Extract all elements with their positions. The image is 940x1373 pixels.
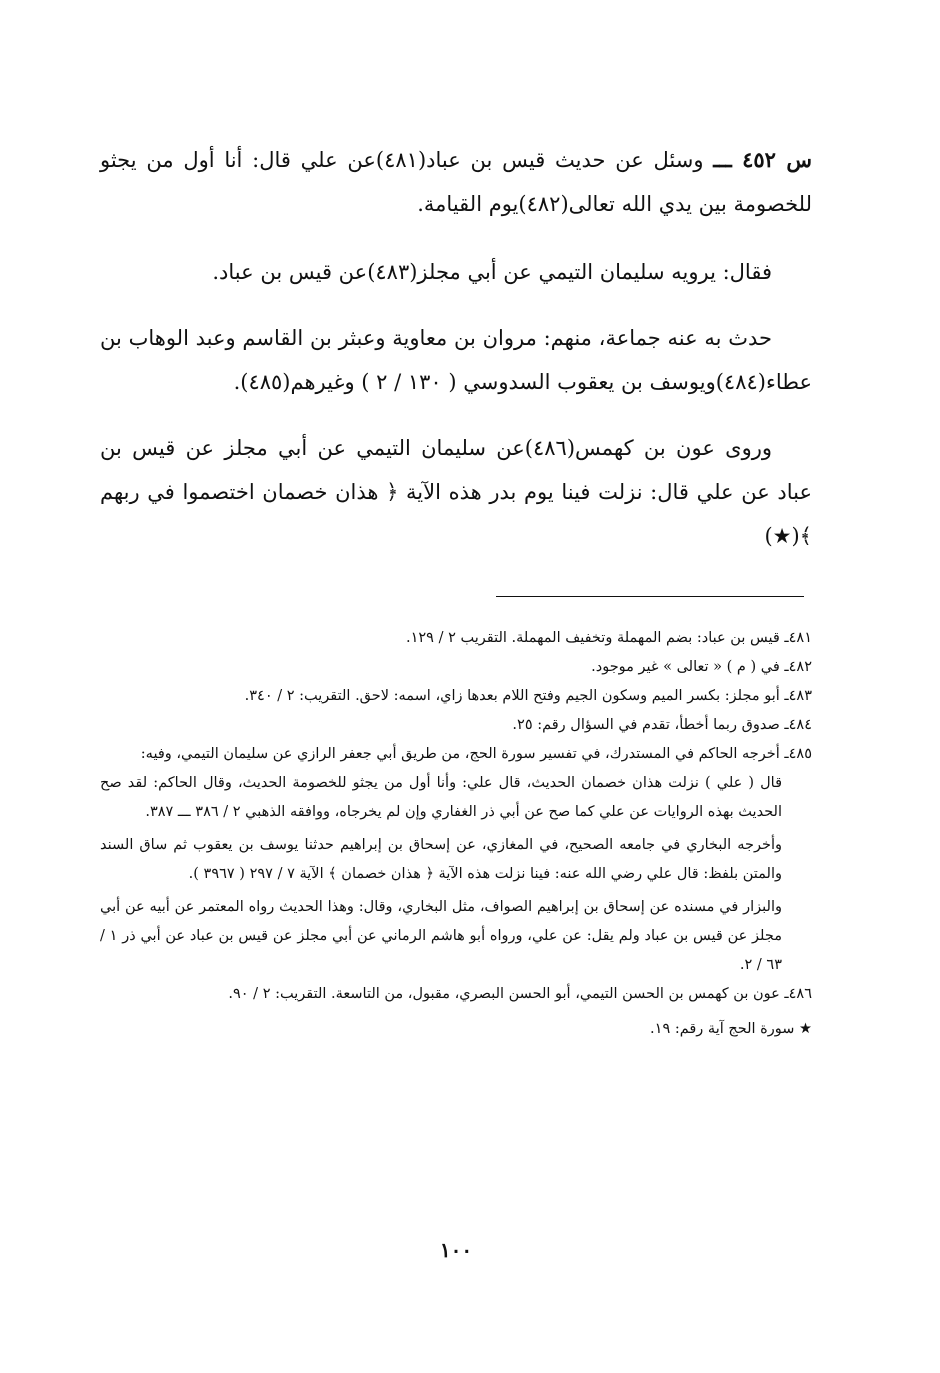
narrators-paragraph: حدث به عنه جماعة، منهم: مروان بن معاوية وعبثر بن القاسم وعبد الوهاب بن عطاء(٤٨٤)ويوسف بن يعقوب السدوسي ( ١٣٠ / ٢ ) وغيرهم(٤٨٥). — [100, 326, 812, 394]
question-number: س ٤٥٢ ـــ — [713, 147, 812, 172]
footnote-481: ٤٨١ـ قيس بن عباد: بضم المهملة وتخفيف المهملة. التقريب ٢ / ١٢٩. — [405, 630, 812, 646]
footnote-485-bazzar: والبزار في مسنده عن إسحاق بن إبراهيم الصواف، مثل البخاري، وقال: وهذا الحديث رواه المعتمر عن أبيه عن أبي مجلز عن قيس بن عباد ولم يقل: عن علي، ورواه أبو هاشم الرماني عن أبي مجلز عن قيس بن عباد عن أبي ذر ١ / ٦٣ / ٢. — [100, 899, 782, 973]
document-page — [100, 138, 812, 1338]
star-footnote: ★ سورة الحج آية رقم: ١٩. — [650, 1021, 812, 1037]
footnote-484: ٤٨٤ـ صدوق ربما أخطأ، تقدم في السؤال رقم: ٢٥. — [512, 717, 812, 733]
footnote-485-hakim: قال ( علي ) نزلت هذان خصمان الحديث، قال علي: وأنا أول من يجثو للخصومة الحديث، وقال الحاكم: لقد صح الحديث بهذه الروايات عن علي كما صح عن أبي ذر الغفاري وإن لم يخرجاه، ووافقه الذهبي ٢ / ٣٨٦ ـــ ٣٨٧. — [100, 775, 782, 820]
footnote-485-bukhari: وأخرجه البخاري في جامعه الصحيح، في المغازي، عن إسحاق بن إبراهيم حدثنا يوسف بن يعقوب ثم ساق السند والمتن بلفظ: قال علي رضي الله عنه: فينا نزلت هذه الآية ﴿ هذان خصمان ﴾ الآية ٧ / ٢٩٧ ( ٣٩٦٧ ). — [100, 837, 782, 882]
footnote-485: ٤٨٥ـ أخرجه الحاكم في المستدرك، في تفسير سورة الحج، من طريق أبي جعفر الرازي عن سليمان التيمي، وفيه: — [140, 746, 812, 762]
footnote-divider — [496, 596, 804, 597]
narration-paragraph: وروى عون بن كهمس(٤٨٦)عن سليمان التيمي عن أبي مجلز عن قيس بن عباد عن علي قال: نزلت فينا يوم بدر هذه الآية ﴿ هذان خصمان اختصموا في ربهم ﴾(★) — [100, 436, 812, 548]
question-paragraph — [100, 138, 812, 226]
main-text — [100, 138, 812, 558]
footnote-483: ٤٨٣ـ أبو مجلز: بكسر الميم وسكون الجيم وفتح اللام بعدها زاي، اسمه: لاحق. التقريب: ٢ / ٣٤٠. — [244, 688, 812, 704]
page-number: ١٠٠ — [439, 1238, 473, 1262]
footnote-482: ٤٨٢ـ في ( م ) « تعالى » غير موجود. — [591, 659, 812, 675]
question-text: وسئل عن حديث قيس بن عباد(٤٨١)عن علي قال: أنا أول من يجثو للخصومة بين يدي الله تعالى(٤٨٢)يوم القيامة. — [100, 148, 812, 216]
footnote-486: ٤٨٦ـ عون بن كهمس بن الحسن التيمي، أبو الحسن البصري، مقبول، من التاسعة. التقريب: ٢ / ٩٠. — [228, 986, 812, 1002]
footnotes — [100, 624, 812, 1044]
answer-paragraph: فقال: يرويه سليمان التيمي عن أبي مجلز(٤٨٣)عن قيس بن عباد. — [212, 260, 772, 284]
